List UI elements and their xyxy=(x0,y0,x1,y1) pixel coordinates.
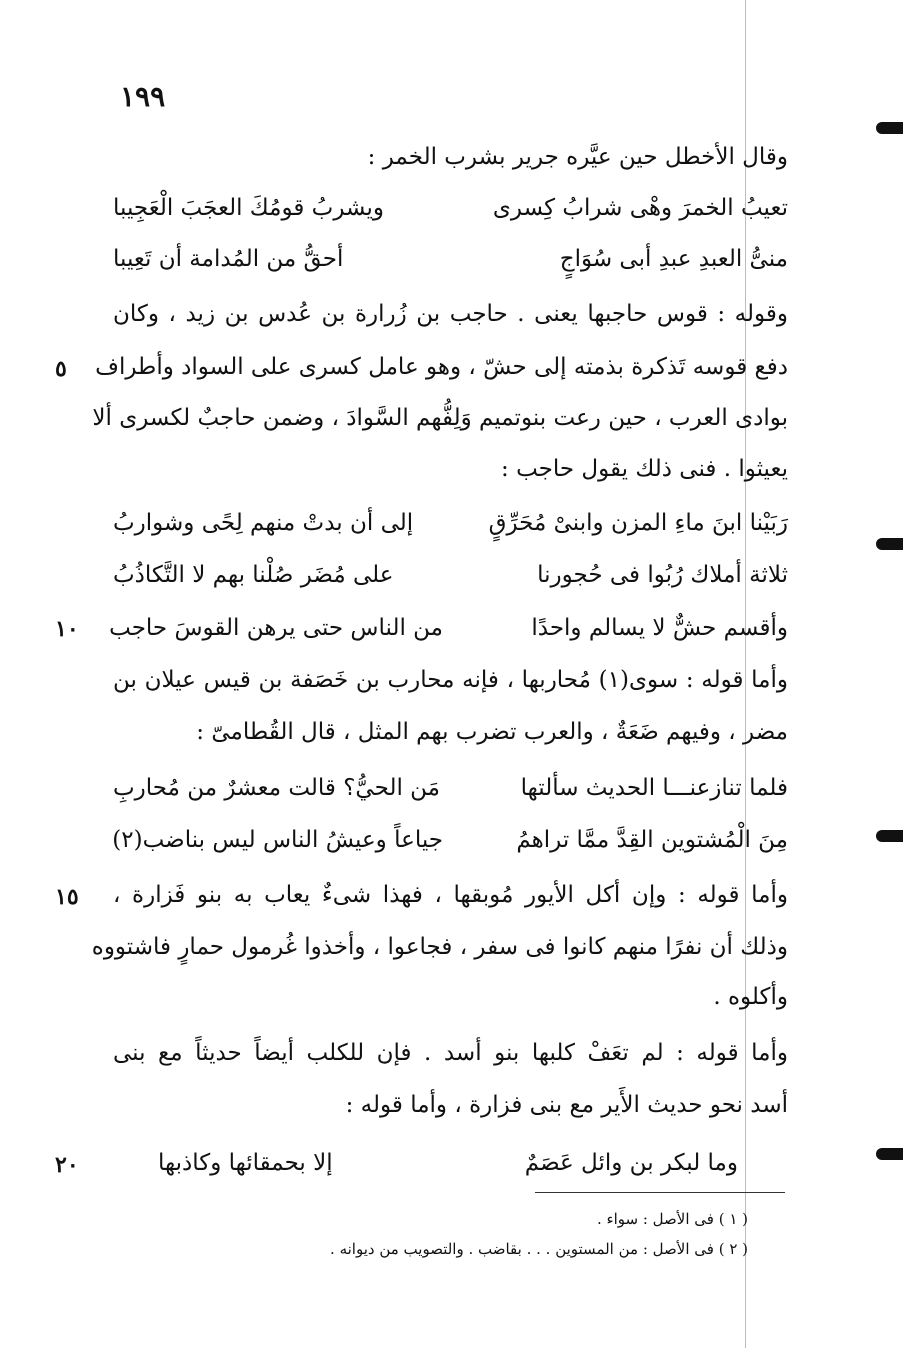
para-2-line-1: وأما قوله : سوى(١) مُحاربها ، فإنه محارب بن خَصَفة بن قيس عيلان بن xyxy=(113,667,788,693)
verse-3-second-hemistich: إلى أن بدتْ منهم لِحًى وشواربُ xyxy=(113,510,414,536)
verse-6-first-hemistich: فلما تنازعنـــا الحديث سألتها xyxy=(520,775,788,801)
verse-7 xyxy=(0,815,903,865)
para-1-line-1: وقوله : قوس حاجبها يعنى . حاجب بن زُرارة بن عُدس بن زيد ، وكان xyxy=(113,301,788,327)
verse-2-first-hemistich: منىُّ العبدِ عبدِ أبى سُوَاجٍ xyxy=(559,246,788,272)
verse-4 xyxy=(0,550,903,600)
line-number-5: ٥ xyxy=(55,356,67,382)
para-4-line-2: أسد نحو حديث الأَير مع بنى فزارة ، وأما قوله : xyxy=(345,1092,788,1118)
verse-1-first-hemistich: تعيبُ الخمرَ وهْى شرابُ كِسرى xyxy=(492,195,788,221)
para-1-line-2: دفع قوسه تَذكرة بذمته إلى حشّ ، وهو عامل كسرى على السواد وأطراف xyxy=(95,354,788,380)
verse-5-second-hemistich: من الناس حتى يرهن القوسَ حاجب xyxy=(109,615,443,641)
verse-2-second-hemistich: أحقُّ من المُدامة أن تَعِيبا xyxy=(113,246,344,272)
verse-8-second-hemistich: إلا بحمقائها وكاذبها xyxy=(158,1150,333,1176)
verse-6-second-hemistich: مَن الحيُّ؟ قالت معشرٌ من مُحاربِ xyxy=(113,775,440,801)
para-1-line-3: بوادى العرب ، حين رعت بنوتميم وَلِفُّهم السَّوادَ ، وضمن حاجبٌ لكسرى ألا xyxy=(92,405,788,431)
para-3-line-3: وأكلوه . xyxy=(713,984,788,1010)
line-number-15: ١٥ xyxy=(55,884,79,910)
verse-1-second-hemistich: ويشربُ قومُكَ العجَبَ الْعَجِيبا xyxy=(113,195,385,221)
verse-6 xyxy=(0,763,903,813)
footnote-rule xyxy=(535,1192,785,1193)
para-1-line-4: يعيثوا . فنى ذلك يقول حاجب : xyxy=(501,456,788,482)
verse-4-first-hemistich: ثلاثة أملاك رُبُوا فى حُجورنا xyxy=(537,562,788,588)
footnote-1: ( ١ ) فى الأصل : سواء . xyxy=(597,1210,748,1228)
verse-4-second-hemistich: على مُضَر صُلْنا بهم لا التَّكاذُبُ xyxy=(113,562,394,588)
verse-1 xyxy=(0,183,903,233)
intro-line: وقال الأخطل حين عيَّره جرير بشرب الخمر : xyxy=(367,144,788,170)
line-number-10: ١٠ xyxy=(55,616,79,642)
line-number-20: ٢٠ xyxy=(55,1152,79,1178)
edge-mark-1 xyxy=(876,122,903,134)
para-3-line-1: وأما قوله : وإن أكل الأيور مُوبقها ، فهذا شىءٌ يعاب به بنو فَزارة ، xyxy=(113,882,788,908)
verse-3 xyxy=(0,498,903,548)
verse-8 xyxy=(0,1138,903,1188)
verse-5-first-hemistich: وأقسم حشٌّ لا يسالم واحدًا xyxy=(531,615,788,641)
para-2-line-2: مضر ، وفيهم ضَعَةٌ ، والعرب تضرب بهم المثل ، قال القُطامىّ : xyxy=(196,719,788,745)
verse-7-first-hemistich: مِنَ الْمُشتوين القِدَّ ممَّا تراهمُ xyxy=(516,827,788,853)
verse-5 xyxy=(0,603,903,653)
page-number: ١٩٩ xyxy=(120,80,166,113)
footnote-2: ( ٢ ) فى الأصل : من المستوين . . . بقاضب . والتصويب من ديوانه . xyxy=(330,1240,748,1258)
verse-8-first-hemistich: وما لبكر بن وائل عَصَمٌ xyxy=(524,1150,738,1176)
verse-2 xyxy=(0,234,903,284)
para-4-line-1: وأما قوله : لم تعَفْ كلبها بنو أسد . فإن للكلب أيضاً حديثاً مع بنى xyxy=(113,1040,788,1066)
verse-3-first-hemistich: رَبَيْنا ابنَ ماءِ المزن وابنىْ مُحَرِّقٍ xyxy=(488,510,788,536)
verse-7-second-hemistich: جياعاً وعيشُ الناس ليس بناضب(٢) xyxy=(112,827,443,853)
para-3-line-2: وذلك أن نفرًا منهم كانوا فى سفر ، فجاعوا ، وأخذوا غُرمول حمارٍ فاشتووه xyxy=(91,934,788,960)
